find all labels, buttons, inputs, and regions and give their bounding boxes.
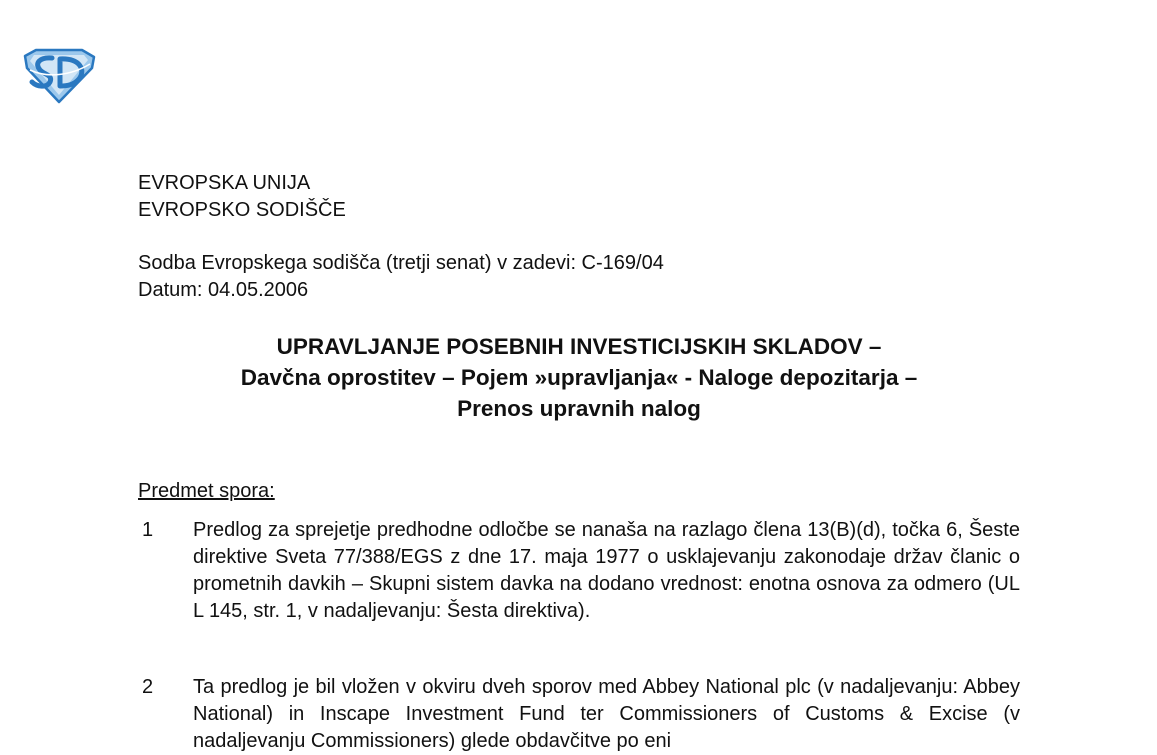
paragraph-number: 1	[142, 519, 154, 541]
court-line-union: EVROPSKA UNIJA	[138, 172, 311, 194]
document-title	[138, 331, 1020, 424]
case-reference: Sodba Evropskega sodišča (tretji senat) v zadevi: C-169/04	[138, 252, 664, 274]
paragraph-number: 2	[142, 676, 154, 698]
case-info	[138, 250, 664, 304]
case-date: Datum: 04.05.2006	[138, 279, 309, 301]
title-line: Davčna oprostitev – Pojem »upravljanja« - Naloge depozitarja –	[240, 365, 918, 390]
title-line: Prenos upravnih nalog	[457, 396, 701, 421]
court-line-court: EVROPSKO SODIŠČE	[138, 199, 346, 221]
paragraph-text: Predlog za sprejetje predhodne odločbe se nanaša na razlago člena 13(B)(d), točka 6, Šeste direktive Sveta 77/388/EGS z dne 17. maja 1977 o usklajevanju zakonodaje držav članic o prometnih davkih – Skupni sistem davka na dodano vrednost: enotna osnova za odmero (UL L 145, str. 1, v nadaljevanju: Šesta direktiva).	[193, 519, 1020, 622]
court-header	[138, 170, 346, 224]
section-heading: Predmet spora:	[138, 480, 275, 502]
logo-icon	[22, 48, 96, 104]
paragraph-text: Ta predlog je bil vložen v okviru dveh sporov med Abbey National plc (v nadaljevanju: Abbey National) in Inscape Investment Fund ter Commissioners of Customs & Excise (v nadaljevanju Commissioners) glede obdavčitve po eni	[193, 676, 1020, 752]
numbered-paragraph	[138, 517, 1020, 625]
title-line: UPRAVLJANJE POSEBNIH INVESTICIJSKIH SKLADOV –	[276, 334, 882, 359]
